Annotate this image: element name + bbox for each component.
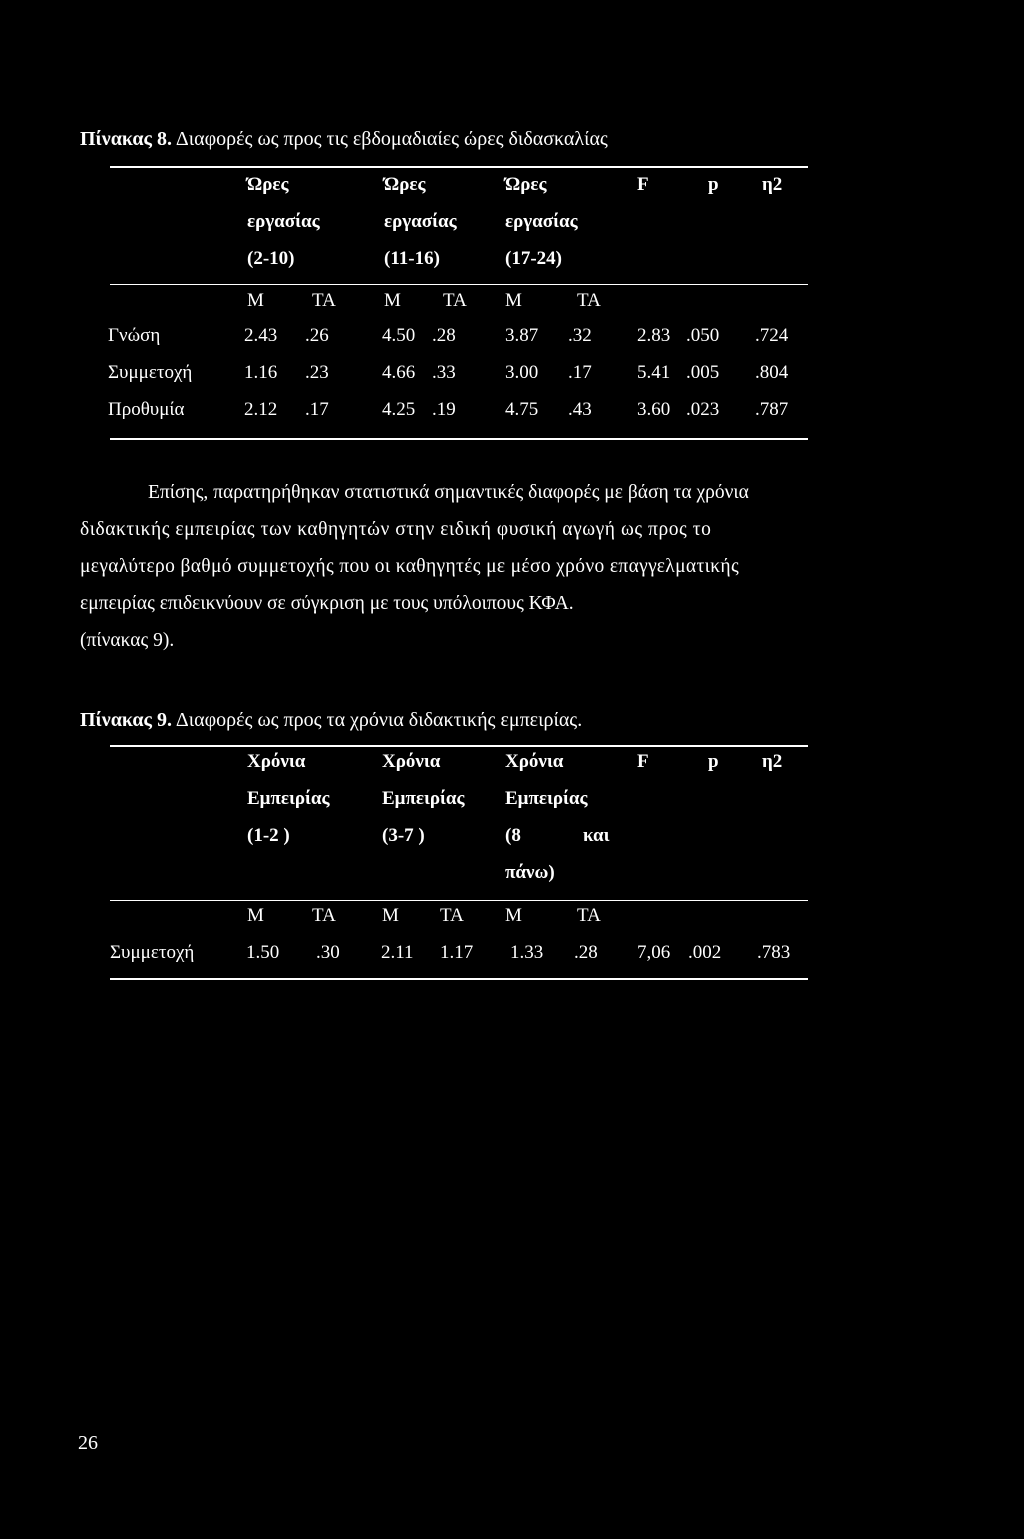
table8-sub-M1: Μ [247, 290, 264, 311]
table8-bottom-rule [110, 438, 808, 440]
table9-F-header: F [637, 751, 649, 772]
cell: .28 [574, 942, 598, 963]
table8-sub-M2: Μ [384, 290, 401, 311]
table8-caption-text: Διαφορές ως προς τις εβδομαδιαίες ώρες διδασκαλίας [171, 128, 608, 150]
cell: .050 [686, 325, 720, 346]
cell: 1.50 [246, 942, 280, 963]
paragraph-line: (πίνακας 9). [80, 630, 175, 651]
cell: .33 [432, 362, 456, 383]
cell: .002 [688, 942, 722, 963]
cell: 2.12 [244, 399, 278, 420]
cell: 1.17 [440, 942, 474, 963]
table9-caption-label: Πίνακας 9. [80, 709, 172, 731]
cell: 3.87 [505, 325, 539, 346]
cell: .23 [305, 362, 329, 383]
table9-col1-h1: Χρόνια [247, 751, 306, 772]
cell: 1.16 [244, 362, 278, 383]
table8-col2-h1: Ώρες [384, 174, 426, 195]
table8-p-header: p [708, 174, 719, 195]
paragraph-line: μεγαλύτερο βαθμό συμμετοχής που οι καθηγητές με μέσο χρόνο επαγγελματικής [80, 556, 740, 577]
table8-col1-h3: (2-10) [247, 248, 295, 269]
table8-eta-header: η2 [762, 174, 783, 195]
table9-caption [80, 709, 582, 732]
table8-sub-TA1: ΤΑ [312, 290, 336, 311]
table8-col1-h1: Ώρες [247, 174, 289, 195]
cell: 5.41 [637, 362, 671, 383]
cell: 4.25 [382, 399, 416, 420]
table9-p-header: p [708, 751, 719, 772]
cell: .023 [686, 399, 720, 420]
table9-eta-header: η2 [762, 751, 783, 772]
table8-col3-h2: εργασίας [505, 211, 578, 232]
table9-col3-h1: Χρόνια [505, 751, 564, 772]
table8-F-header: F [637, 174, 649, 195]
paragraph-line: διδακτικής εμπειρίας των καθηγητών στην ειδική φυσική αγωγή ως προς το [80, 519, 712, 540]
table9-col3-h2: Εμπειρίας [505, 788, 588, 809]
cell: 1.33 [510, 942, 544, 963]
table8-col2-h2: εργασίας [384, 211, 457, 232]
table9-bottom-rule [110, 978, 808, 980]
table9-col2-h1: Χρόνια [382, 751, 441, 772]
cell: .005 [686, 362, 720, 383]
cell: 3.00 [505, 362, 539, 383]
table9-col3-h3a: (8 [505, 825, 521, 846]
cell: .17 [568, 362, 592, 383]
table8-col1-h2: εργασίας [247, 211, 320, 232]
cell: .19 [432, 399, 456, 420]
table9-col1-h3: (1-2 ) [247, 825, 290, 846]
table9-col3-h4: πάνω) [505, 862, 555, 883]
table9-col3-h3b: και [583, 825, 610, 846]
cell: 2.83 [637, 325, 671, 346]
paragraph-line: εμπειρίας επιδεικνύουν σε σύγκριση με τους υπόλοιπους ΚΦΑ. [80, 593, 574, 614]
cell: .17 [305, 399, 329, 420]
table9-sub-TA2: ΤΑ [440, 905, 464, 926]
cell: 4.66 [382, 362, 416, 383]
table9-mid-rule [110, 900, 808, 901]
table9-top-rule [110, 745, 808, 747]
table8-caption-label: Πίνακας 8. [80, 128, 172, 150]
paragraph-line: Επίσης, παρατηρήθηκαν στατιστικά σημαντικές διαφορές με βάση τα χρόνια [148, 482, 749, 503]
table8-caption [80, 128, 608, 151]
table9-sub-M2: Μ [382, 905, 399, 926]
cell: 7,06 [637, 942, 671, 963]
table8-col3-h1: Ώρες [505, 174, 547, 195]
row-label: Προθυμία [108, 399, 185, 420]
cell: 4.50 [382, 325, 416, 346]
table9-caption-text: Διαφορές ως προς τα χρόνια διδακτικής εμπειρίας. [171, 709, 583, 731]
cell: 3.60 [637, 399, 671, 420]
cell: .32 [568, 325, 592, 346]
cell: .30 [316, 942, 340, 963]
table8-col2-h3: (11-16) [384, 248, 440, 269]
page-number: 26 [78, 1432, 98, 1454]
table8-sub-TA3: ΤΑ [577, 290, 601, 311]
table8-sub-TA2: ΤΑ [443, 290, 467, 311]
table8-sub-M3: Μ [505, 290, 522, 311]
cell: .26 [305, 325, 329, 346]
table9-sub-M3: Μ [505, 905, 522, 926]
cell: .724 [755, 325, 789, 346]
table9-col2-h2: Εμπειρίας [382, 788, 465, 809]
table9-sub-M1: Μ [247, 905, 264, 926]
table9-sub-TA1: ΤΑ [312, 905, 336, 926]
row-label: Γνώση [108, 325, 161, 346]
cell: 2.43 [244, 325, 278, 346]
cell: .43 [568, 399, 592, 420]
table9-col2-h3: (3-7 ) [382, 825, 425, 846]
table8-mid-rule [110, 284, 808, 285]
row-label: Συμμετοχή [108, 362, 193, 383]
cell: .804 [755, 362, 789, 383]
table8-top-rule [110, 166, 808, 168]
table8-col3-h3: (17-24) [505, 248, 562, 269]
cell: 4.75 [505, 399, 539, 420]
row-label: Συμμετοχή [110, 942, 195, 963]
cell: 2.11 [381, 942, 414, 963]
cell: .783 [757, 942, 791, 963]
cell: .787 [755, 399, 789, 420]
table9-col1-h2: Εμπειρίας [247, 788, 330, 809]
table9-sub-TA3: ΤΑ [577, 905, 601, 926]
cell: .28 [432, 325, 456, 346]
